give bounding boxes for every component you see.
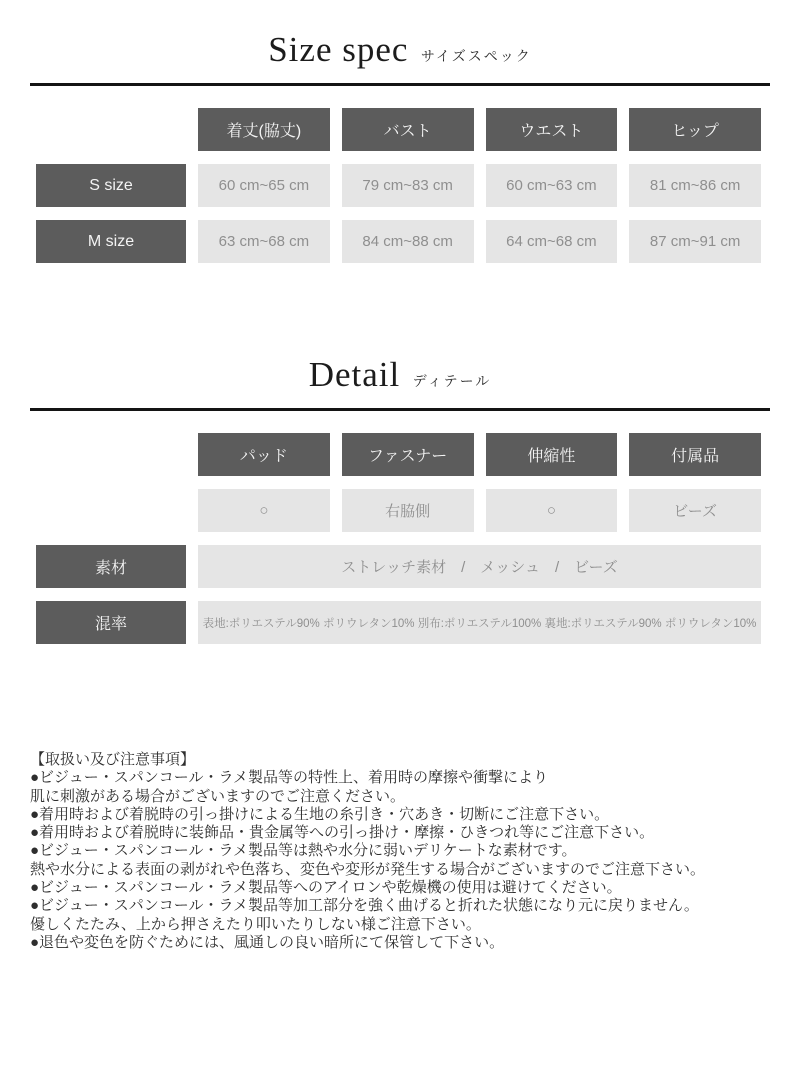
size-spec-column-header: ヒップ <box>629 108 761 151</box>
size-spec-divider <box>30 83 770 86</box>
detail-column-header: ファスナー <box>342 433 474 476</box>
size-row-label: M size <box>36 220 186 263</box>
detail-value-cell: ビーズ <box>629 489 761 532</box>
size-cell: 63 cm~68 cm <box>198 220 330 263</box>
care-note-line: ●退色や変色を防ぐためには、風通しの良い暗所にて保管して下さい。 <box>30 933 505 951</box>
detail-value-cell: ○ <box>198 489 330 532</box>
care-note-line: ●着用時および着脱時の引っ掛けによる生地の糸引き・穴あき・切断にご注意下さい。 <box>30 805 610 823</box>
care-note-line: 肌に刺激がある場合がございますのでご注意ください。 <box>30 787 406 805</box>
care-note-line: ●ビジュー・スパンコール・ラメ製品等の特性上、着用時の摩擦や衝撃により <box>30 769 549 787</box>
size-cell: 79 cm~83 cm <box>342 164 474 207</box>
care-note-line: 優しくたたみ、上から押さえたり叩いたりしない様ご注意下さい。 <box>30 915 481 933</box>
detail-value-cell: 右脇側 <box>342 489 474 532</box>
size-row-label: S size <box>36 164 186 207</box>
size-spec-title-en: Size spec <box>268 30 409 69</box>
blend-row-label: 混率 <box>36 601 186 644</box>
care-notes-heading: 【取扱い及び注意事項】 <box>30 751 196 768</box>
care-note-line: ●ビジュー・スパンコール・ラメ製品等は熱や水分に弱いデリケートな素材です。 <box>30 842 577 860</box>
detail-title <box>0 355 800 395</box>
size-cell: 60 cm~63 cm <box>486 164 618 207</box>
care-note-line: ●ビジュー・スパンコール・ラメ製品等加工部分を強く曲げると折れた状態になり元に戻りません。 <box>30 897 699 915</box>
care-note-line: ●着用時および着脱時に装飾品・貴金属等への引っ掛け・摩擦・ひきつれ等にご注意下さい。 <box>30 824 655 842</box>
detail-section <box>0 355 800 644</box>
size-cell: 84 cm~88 cm <box>342 220 474 263</box>
detail-empty-cell <box>36 489 186 532</box>
size-cell: 81 cm~86 cm <box>629 164 761 207</box>
material-value: ストレッチ素材 / メッシュ / ビーズ <box>198 545 761 588</box>
size-spec-column-header: 着丈(脇丈) <box>198 108 330 151</box>
size-spec-table <box>36 108 761 263</box>
care-note-line: ●ビジュー・スパンコール・ラメ製品等へのアイロンや乾燥機の使用は避けてください。 <box>30 879 622 897</box>
size-spec-column-header: バスト <box>342 108 474 151</box>
care-notes <box>30 751 772 952</box>
size-spec-section <box>0 0 800 263</box>
size-cell: 60 cm~65 cm <box>198 164 330 207</box>
size-cell: 64 cm~68 cm <box>486 220 618 263</box>
detail-value-cell: ○ <box>486 489 618 532</box>
detail-table <box>36 433 761 644</box>
blend-value: 表地:ポリエステル90% ポリウレタン10% 別布:ポリエステル100% 裏地:ポリエステル90% ポリウレタン10% <box>198 601 761 644</box>
detail-column-header: パッド <box>198 433 330 476</box>
size-spec-corner-cell <box>36 108 186 151</box>
material-row-label: 素材 <box>36 545 186 588</box>
detail-column-header: 付属品 <box>629 433 761 476</box>
size-spec-title <box>0 0 800 70</box>
section-spacer <box>0 263 800 355</box>
care-note-line: 熱や水分による表面の剥がれや色落ち、変色や変形が発生する場合がございますのでご注意下さい。 <box>30 860 706 878</box>
detail-title-ja: ディテール <box>412 373 492 389</box>
detail-column-header: 伸縮性 <box>486 433 618 476</box>
size-spec-column-header: ウエスト <box>486 108 618 151</box>
size-spec-title-ja: サイズスペック <box>420 48 532 64</box>
size-cell: 87 cm~91 cm <box>629 220 761 263</box>
detail-divider <box>30 408 770 411</box>
detail-title-en: Detail <box>308 355 401 394</box>
detail-corner-cell <box>36 433 186 476</box>
